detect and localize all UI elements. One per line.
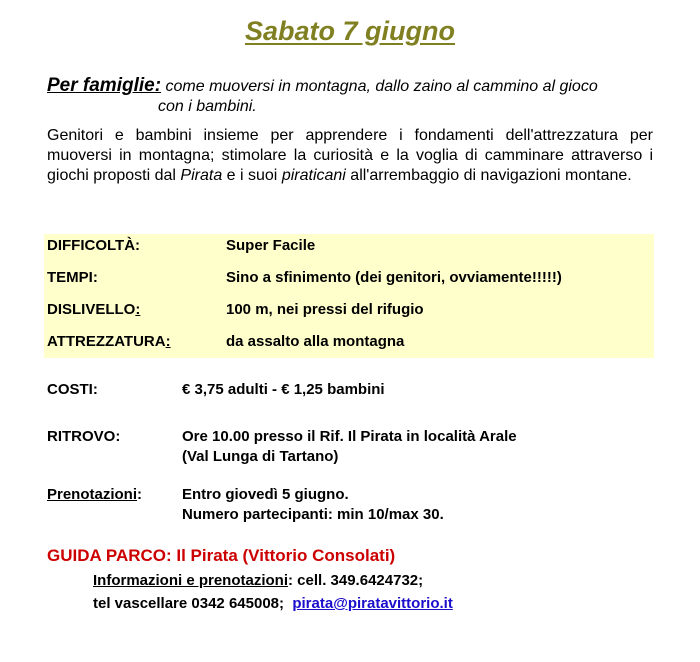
prenotazioni-lines [182,485,444,525]
intro [47,76,667,117]
tempi-value: Sino a sfinimento (dei genitori, ovviamente!!!!!) [226,269,562,286]
prenotazioni-label-wrap [47,485,182,505]
ritrovo-line1: Ore 10.00 presso il Rif. Il Pirata in località Arale [182,428,517,445]
difficolta-label: DIFFICOLTÀ: [47,237,141,254]
desc-pirata: Pirata [180,167,223,184]
prenotazioni-line1: Entro giovedì 5 giugno. [182,486,349,503]
row-difficolta [47,236,315,256]
description [47,126,653,186]
prenotazioni-label: Prenotazioni [47,486,138,503]
desc-part1: Genitori e bambini insieme per apprendere i fondamenti dell'attrezzatura per muoversi in montagna; stimolare la curiosità e la voglia di camminare attraverso i giochi proposti dal [47,127,653,184]
desc-part2: e i suoi [222,167,282,184]
info-label: Informazioni e prenotazioni [93,572,289,589]
row-attrezzatura [47,332,404,352]
intro-line2: con i bambini. [158,98,257,115]
ritrovo-lines [182,427,517,467]
intro-line1: come muoversi in montagna, dallo zaino al cammino al gioco [161,78,598,95]
attrezzatura-value: da assalto alla montagna [226,333,405,350]
info-rest: : cell. 349.6424732; [288,572,424,589]
row-dislivello [47,300,424,320]
dislivello-colon: : [135,301,141,318]
tempi-label: TEMPI: [47,269,98,286]
ritrovo-line2: (Val Lunga di Tartano) [182,448,339,465]
prenotazioni-colon: : [137,486,143,503]
desc-piraticani: piraticani [281,167,346,184]
prenotazioni-line2: Numero partecipanti: min 10/max 30. [182,506,444,523]
row-prenotazioni [47,485,444,525]
email-link[interactable]: pirata@piratavittorio.it [292,595,453,612]
attrezzatura-label: ATTREZZATURA [47,333,166,350]
row-tempi [47,268,562,288]
intro-lead: Per famiglie: [47,75,162,96]
page-title: Sabato 7 giugno [244,16,455,46]
info-line [93,571,423,591]
row-costi [47,380,385,400]
row-ritrovo [47,427,517,467]
guide-heading: GUIDA PARCO: Il Pirata (Vittorio Consolati) [47,546,396,565]
difficolta-value: Super Facile [226,237,316,254]
tel-line [93,594,453,614]
desc-part3: all'arrembaggio di navigazioni montane. [345,167,632,184]
attrezzatura-colon: : [165,333,171,350]
dislivello-label-wrap [47,300,226,320]
costi-value: € 3,75 adulti - € 1,25 bambini [182,381,385,398]
tel-text: tel vascellare 0342 645008; [93,595,293,612]
dislivello-label: DISLIVELLO [47,301,136,318]
ritrovo-label: RITROVO: [47,428,121,445]
dislivello-value: 100 m, nei pressi del rifugio [226,301,424,318]
costi-label: COSTI: [47,381,98,398]
attrezzatura-label-wrap [47,332,226,352]
